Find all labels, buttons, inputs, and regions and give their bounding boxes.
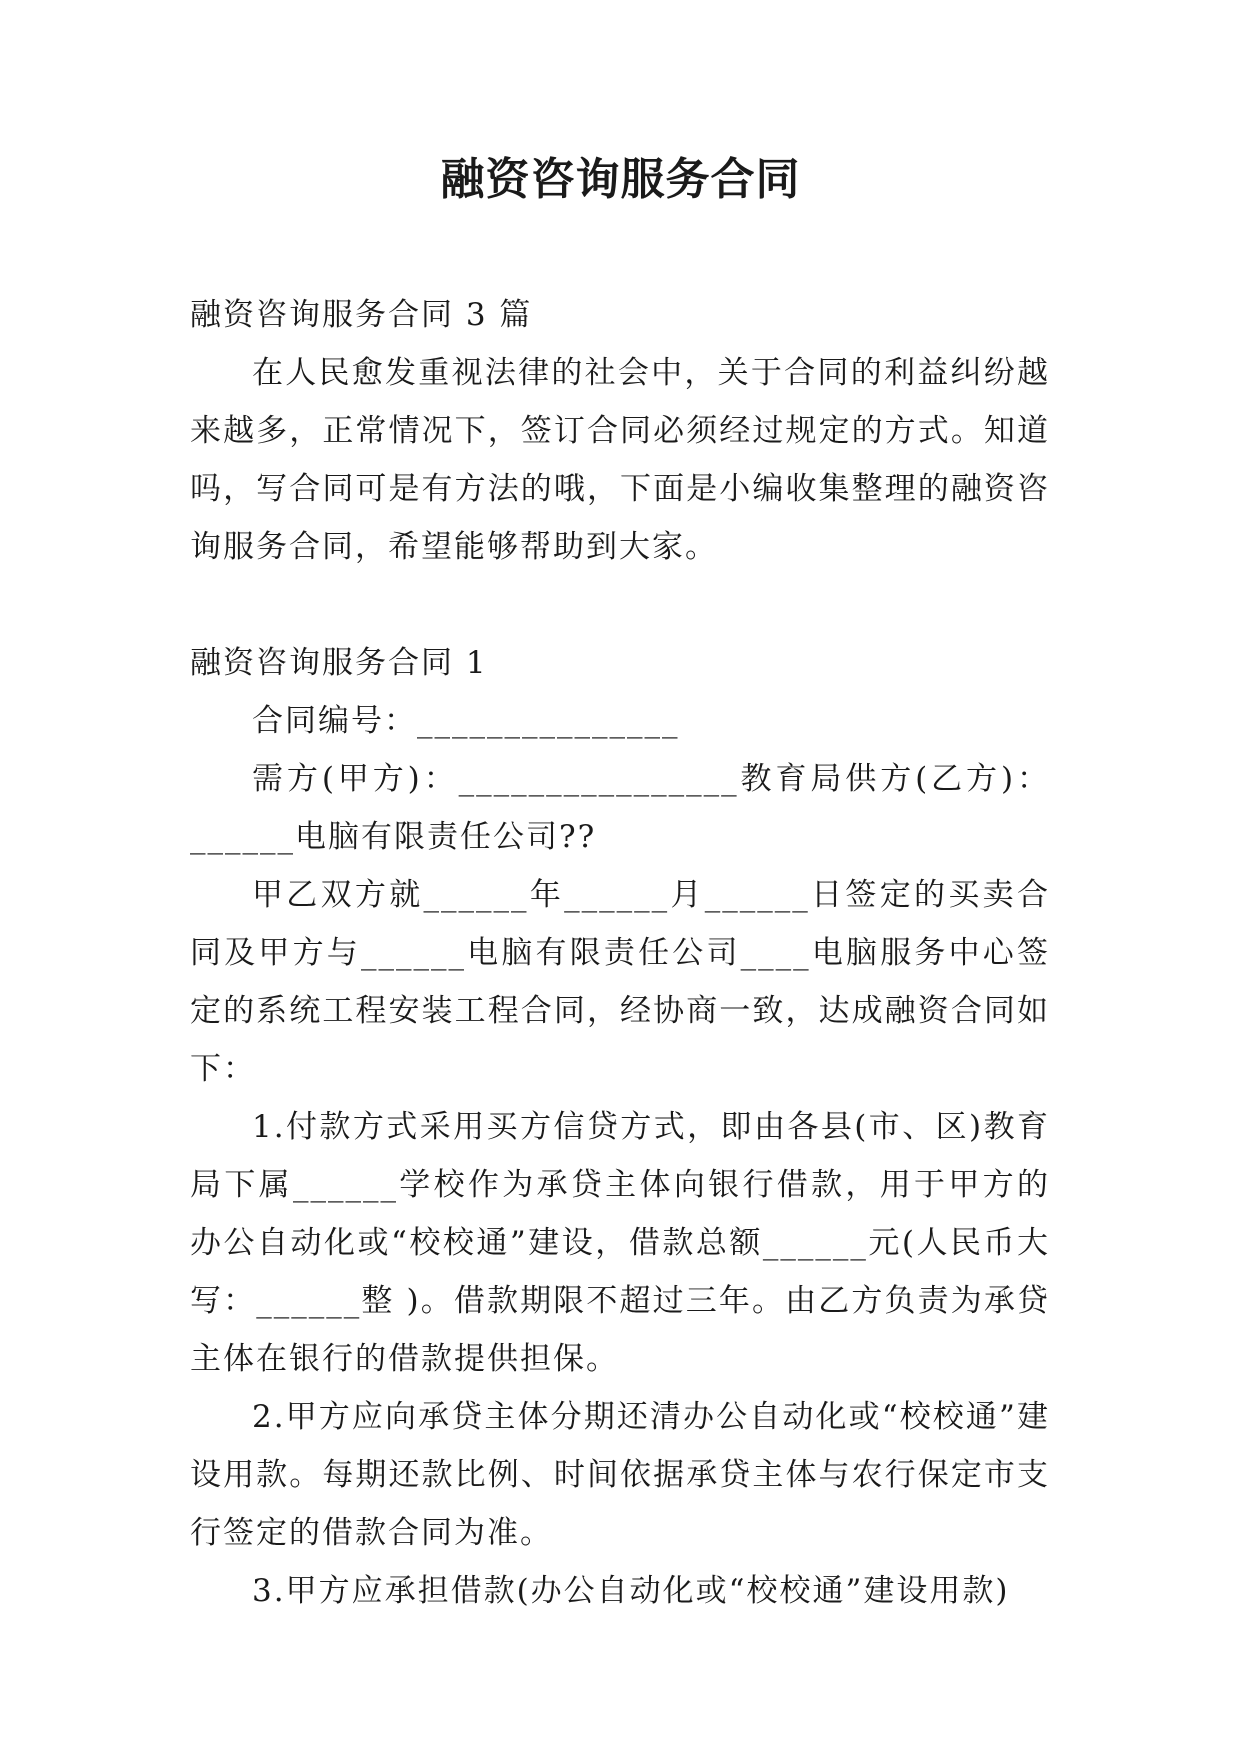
paragraph-spacer — [190, 576, 1050, 634]
agreement-paragraph: 甲乙双方就______年______月______日签定的买卖合同及甲方与______电脑有限责任公司____电脑服务中心签定的系统工程安装工程合同，经协商一致，达成融资合同如下： — [190, 877, 1050, 1087]
intro-paragraph: 在人民愈发重视法律的社会中，关于合同的利益纠纷越来越多，正常情况下，签订合同必须经过规定的方式。知道吗，写合同可是有方法的哦，下面是小编收集整理的融资咨询服务合同，希望能够帮助到大家。 — [190, 355, 1050, 565]
parties-line: 需方(甲方)：________________教育局供方(乙方)：______电脑有限责任公司?? — [190, 761, 1050, 855]
contract-number-line: 合同编号：_______________ — [252, 703, 680, 739]
clause-1: 1.付款方式采用买方信贷方式，即由各县(市、区)教育局下属______学校作为承贷主体向银行借款，用于甲方的办公自动化或“校校通”建设，借款总额______元(人民币大写：______整 )。借款期限不超过三年。由乙方负责为承贷主体在银行的借款提供担保。 — [190, 1109, 1050, 1377]
section-heading: 融资咨询服务合同 1 — [190, 645, 488, 681]
clause-2: 2.甲方应向承贷主体分期还清办公自动化或“校校通”建设用款。每期还款比例、时间依据承贷主体与农行保定市支行签定的借款合同为准。 — [190, 1399, 1050, 1551]
clause-3: 3.甲方应承担借款(办公自动化或“校校通”建设用款) — [252, 1573, 1010, 1609]
document-subtitle: 融资咨询服务合同 3 篇 — [190, 297, 533, 333]
document-body — [190, 286, 1050, 1620]
document-title: 融资咨询服务合同 — [440, 154, 801, 205]
